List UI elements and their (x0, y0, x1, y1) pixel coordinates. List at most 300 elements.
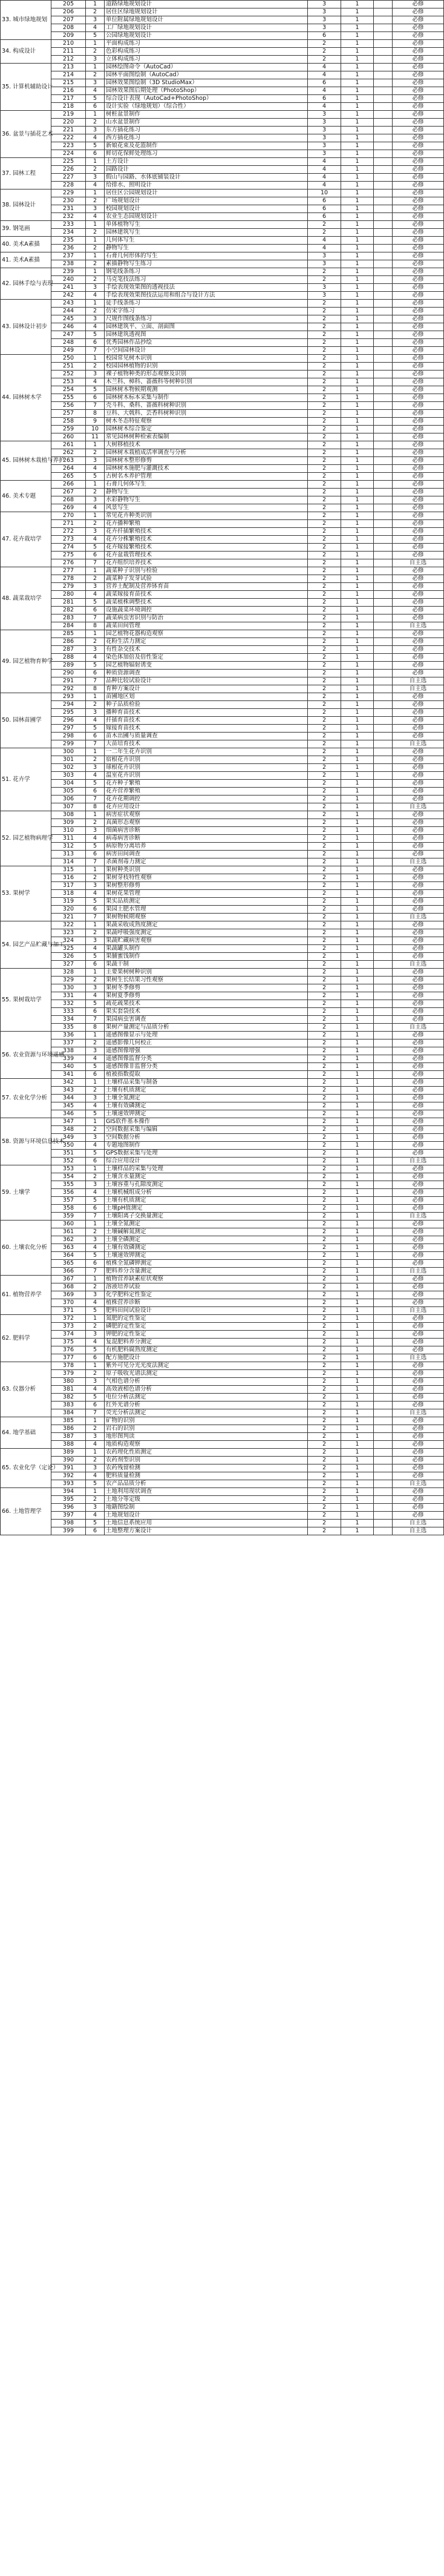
row-number-cell: 340 (51, 1063, 86, 1071)
hours-cell: 2 (308, 315, 341, 323)
group-size-cell: 1 (341, 1039, 374, 1047)
table-row (1, 1417, 444, 1425)
table-row (1, 95, 444, 103)
group-size-cell: 1 (341, 268, 374, 276)
project-name-cell: 园林平面图绘制（AutoCad） (105, 71, 308, 79)
row-number-cell: 244 (51, 308, 86, 315)
item-index-cell: 3 (86, 984, 105, 992)
group-size-cell: 1 (341, 182, 374, 189)
requirement-type-cell: 必修 (393, 1252, 444, 1260)
course-name-cell: 53. 果树学 (1, 866, 51, 921)
table-row (1, 1016, 444, 1024)
hours-cell: 4 (308, 237, 341, 245)
table-row (1, 1032, 444, 1039)
project-name-cell: 肥料田间试验设计 (105, 1307, 308, 1315)
requirement-type-cell: 必修 (393, 315, 444, 323)
blank-cell (374, 465, 393, 473)
requirement-type-cell: 必修 (393, 701, 444, 709)
table-row (1, 1339, 444, 1346)
hours-cell: 2 (308, 1520, 341, 1527)
table-row (1, 858, 444, 866)
group-size-cell: 1 (341, 890, 374, 898)
hours-cell: 2 (308, 929, 341, 937)
requirement-type-cell: 自主选 (393, 1354, 444, 1362)
course-name-cell: 56. 农业资源与环境遥感 (1, 1032, 51, 1079)
item-index-cell: 4 (86, 134, 105, 142)
table-row (1, 32, 444, 40)
project-name-cell: 广场规划设计 (105, 197, 308, 205)
item-index-cell: 9 (86, 418, 105, 426)
group-size-cell: 1 (341, 1472, 374, 1480)
item-index-cell: 1 (86, 1220, 105, 1228)
table-row (1, 740, 444, 748)
hours-cell: 3 (308, 142, 341, 150)
table-row (1, 528, 444, 536)
project-name-cell: 果树冬季修剪 (105, 984, 308, 992)
item-index-cell: 3 (86, 1464, 105, 1472)
requirement-type-cell: 必修 (393, 717, 444, 725)
project-name-cell: 病害田间调查 (105, 851, 308, 858)
requirement-type-cell: 必修 (393, 284, 444, 292)
requirement-type-cell: 必修 (393, 79, 444, 87)
group-size-cell: 1 (341, 150, 374, 158)
group-size-cell: 1 (341, 1386, 374, 1394)
hours-cell: 2 (308, 851, 341, 858)
requirement-type-cell: 必修 (393, 882, 444, 890)
course-name-cell: 65. 农业化学（定论） (1, 1449, 51, 1488)
hours-cell: 2 (308, 756, 341, 764)
blank-cell (374, 150, 393, 158)
hours-cell: 2 (308, 552, 341, 559)
item-index-cell: 2 (86, 638, 105, 646)
blank-cell (374, 64, 393, 71)
row-number-cell: 305 (51, 788, 86, 796)
blank-cell (374, 418, 393, 426)
requirement-type-cell: 必修 (393, 536, 444, 544)
item-index-cell: 5 (86, 1252, 105, 1260)
project-name-cell: 石膏几何体写生 (105, 481, 308, 489)
project-name-cell: 蔬菜植株调整技术 (105, 599, 308, 607)
item-index-cell: 7 (86, 1268, 105, 1276)
group-size-cell: 1 (341, 630, 374, 638)
blank-cell (374, 16, 393, 24)
item-index-cell: 2 (86, 1087, 105, 1095)
project-name-cell: 居住区绿地规划设计 (105, 8, 308, 16)
table-row (1, 1504, 444, 1512)
table-row (1, 1512, 444, 1520)
project-name-cell: 优秀园林作品抄绘 (105, 339, 308, 347)
row-number-cell: 310 (51, 827, 86, 835)
group-size-cell: 1 (341, 646, 374, 654)
hours-cell: 2 (308, 268, 341, 276)
group-size-cell: 1 (341, 418, 374, 426)
group-size-cell: 1 (341, 992, 374, 1000)
row-number-cell: 312 (51, 843, 86, 851)
project-name-cell: 工厂绿地规划设计 (105, 24, 308, 32)
item-index-cell: 3 (86, 284, 105, 292)
project-name-cell: 病原物分离培养 (105, 843, 308, 851)
requirement-type-cell: 必修 (393, 229, 444, 237)
blank-cell (374, 898, 393, 906)
blank-cell (374, 371, 393, 378)
blank-cell (374, 300, 393, 308)
group-size-cell: 1 (341, 1520, 374, 1527)
row-number-cell: 346 (51, 1110, 86, 1118)
requirement-type-cell: 必修 (393, 8, 444, 16)
item-index-cell: 2 (86, 48, 105, 56)
requirement-type-cell: 必修 (393, 890, 444, 898)
hours-cell: 2 (308, 614, 341, 622)
table-row (1, 937, 444, 945)
row-number-cell: 380 (51, 1378, 86, 1386)
item-index-cell: 5 (86, 898, 105, 906)
item-index-cell: 1 (86, 252, 105, 260)
project-name-cell: 土方设计 (105, 158, 308, 166)
row-number-cell: 362 (51, 1236, 86, 1244)
project-name-cell: 化学肥料定性鉴定 (105, 1291, 308, 1299)
row-number-cell: 332 (51, 1000, 86, 1008)
item-index-cell: 2 (86, 119, 105, 127)
item-index-cell: 2 (86, 1370, 105, 1378)
row-number-cell: 365 (51, 1260, 86, 1268)
project-name-cell: 种子品质检验 (105, 701, 308, 709)
row-number-cell: 333 (51, 1008, 86, 1016)
table-row (1, 1087, 444, 1095)
table-row (1, 1126, 444, 1134)
blank-cell (374, 701, 393, 709)
course-name-cell: 61. 植物营养学 (1, 1276, 51, 1315)
item-index-cell: 6 (86, 607, 105, 614)
hours-cell: 2 (308, 1118, 341, 1126)
project-name-cell: 矿物的识别 (105, 1417, 308, 1425)
hours-cell: 2 (308, 725, 341, 733)
hours-cell: 2 (308, 575, 341, 583)
hours-cell: 3 (308, 134, 341, 142)
item-index-cell: 1 (86, 866, 105, 874)
hours-cell: 2 (308, 347, 341, 355)
item-index-cell: 6 (86, 150, 105, 158)
group-size-cell: 1 (341, 1165, 374, 1173)
hours-cell: 2 (308, 796, 341, 803)
hours-cell: 2 (308, 1039, 341, 1047)
blank-cell (374, 1283, 393, 1291)
blank-cell (374, 449, 393, 457)
requirement-type-cell: 必修 (393, 276, 444, 284)
row-number-cell: 280 (51, 591, 86, 599)
hours-cell: 4 (308, 174, 341, 182)
group-size-cell: 1 (341, 237, 374, 245)
blank-cell (374, 504, 393, 512)
group-size-cell: 1 (341, 32, 374, 40)
item-index-cell: 3 (86, 79, 105, 87)
blank-cell (374, 685, 393, 693)
requirement-type-cell: 必修 (393, 237, 444, 245)
group-size-cell: 1 (341, 1244, 374, 1252)
requirement-type-cell: 必修 (393, 1457, 444, 1464)
hours-cell: 2 (308, 866, 341, 874)
row-number-cell: 366 (51, 1268, 86, 1276)
project-name-cell: 细菌病害诊断 (105, 827, 308, 835)
hours-cell: 2 (308, 1181, 341, 1189)
item-index-cell: 1 (86, 441, 105, 449)
row-number-cell: 322 (51, 921, 86, 929)
group-size-cell: 1 (341, 363, 374, 371)
row-number-cell: 304 (51, 780, 86, 788)
hours-cell: 2 (308, 1150, 341, 1158)
row-number-cell: 317 (51, 882, 86, 890)
group-size-cell: 1 (341, 1126, 374, 1134)
blank-cell (374, 1370, 393, 1378)
hours-cell: 2 (308, 914, 341, 921)
hours-cell: 2 (308, 1032, 341, 1039)
requirement-type-cell: 必修 (393, 127, 444, 134)
requirement-type-cell: 必修 (393, 426, 444, 433)
group-size-cell: 1 (341, 788, 374, 796)
table-row (1, 969, 444, 977)
row-number-cell: 360 (51, 1220, 86, 1228)
table-row (1, 811, 444, 819)
group-size-cell: 1 (341, 1213, 374, 1220)
hours-cell: 2 (308, 709, 341, 717)
table-row (1, 1409, 444, 1417)
blank-cell (374, 1197, 393, 1205)
project-name-cell: 遥感图像非监督分类 (105, 1063, 308, 1071)
requirement-type-cell: 自主选 (393, 677, 444, 685)
table-row (1, 1370, 444, 1378)
requirement-type-cell: 必修 (393, 1441, 444, 1449)
item-index-cell: 3 (86, 937, 105, 945)
requirement-type-cell: 必修 (393, 386, 444, 394)
table-row (1, 504, 444, 512)
blank-cell (374, 811, 393, 819)
course-name-cell: 58. 资源与环境信息技术 (1, 1118, 51, 1165)
blank-cell (374, 1504, 393, 1512)
project-name-cell: 徒手线条练习 (105, 300, 308, 308)
row-number-cell: 382 (51, 1394, 86, 1402)
requirement-type-cell: 必修 (393, 1464, 444, 1472)
blank-cell (374, 1496, 393, 1504)
blank-cell (374, 315, 393, 323)
row-number-cell: 324 (51, 937, 86, 945)
row-number-cell: 237 (51, 252, 86, 260)
table-row (1, 1047, 444, 1055)
table-row (1, 701, 444, 709)
hours-cell: 3 (308, 292, 341, 300)
blank-cell (374, 71, 393, 79)
group-size-cell: 1 (341, 1016, 374, 1024)
row-number-cell: 350 (51, 1142, 86, 1150)
hours-cell: 2 (308, 402, 341, 410)
blank-cell (374, 1102, 393, 1110)
requirement-type-cell: 自主选 (393, 914, 444, 921)
blank-cell (374, 756, 393, 764)
item-index-cell: 1 (86, 512, 105, 520)
item-index-cell: 3 (86, 315, 105, 323)
table-row (1, 103, 444, 111)
project-name-cell: 果树夏季修剪 (105, 992, 308, 1000)
requirement-type-cell: 必修 (393, 929, 444, 937)
requirement-type-cell: 必修 (393, 953, 444, 961)
group-size-cell: 1 (341, 1331, 374, 1339)
group-size-cell: 1 (341, 252, 374, 260)
table-row (1, 473, 444, 481)
requirement-type-cell: 必修 (393, 323, 444, 331)
item-index-cell: 4 (86, 182, 105, 189)
row-number-cell: 269 (51, 504, 86, 512)
item-index-cell: 4 (86, 654, 105, 662)
requirement-type-cell: 必修 (393, 977, 444, 984)
row-number-cell: 207 (51, 16, 86, 24)
table-row (1, 1071, 444, 1079)
group-size-cell: 1 (341, 591, 374, 599)
hours-cell: 2 (308, 481, 341, 489)
group-size-cell: 1 (341, 1457, 374, 1464)
row-number-cell: 211 (51, 48, 86, 56)
group-size-cell: 1 (341, 1504, 374, 1512)
hours-cell: 2 (308, 1102, 341, 1110)
row-number-cell: 265 (51, 473, 86, 481)
project-name-cell: 山水盆景制作 (105, 119, 308, 127)
requirement-type-cell: 必修 (393, 1032, 444, 1039)
hours-cell: 2 (308, 331, 341, 339)
hours-cell: 2 (308, 276, 341, 284)
hours-cell: 2 (308, 1024, 341, 1032)
table-row (1, 1102, 444, 1110)
item-index-cell: 3 (86, 1504, 105, 1512)
hours-cell: 2 (308, 489, 341, 496)
item-index-cell: 5 (86, 142, 105, 150)
blank-cell (374, 638, 393, 646)
item-index-cell: 1 (86, 1032, 105, 1039)
requirement-type-cell: 必修 (393, 614, 444, 622)
project-name-cell: 木兰科、樟科、蔷薇科等树种识别 (105, 378, 308, 386)
project-name-cell: 手绘表现效果图技法运用和组合与设计方法 (105, 292, 308, 300)
group-size-cell: 1 (341, 347, 374, 355)
requirement-type-cell: 必修 (393, 1181, 444, 1189)
blank-cell (374, 764, 393, 772)
item-index-cell: 7 (86, 559, 105, 567)
row-number-cell: 292 (51, 685, 86, 693)
hours-cell: 6 (308, 32, 341, 40)
item-index-cell: 4 (86, 1386, 105, 1394)
blank-cell (374, 717, 393, 725)
project-name-cell: 园林树木物候期观测 (105, 386, 308, 394)
blank-cell (374, 441, 393, 449)
item-index-cell: 1 (86, 189, 105, 197)
hours-cell: 2 (308, 1323, 341, 1331)
hours-cell: 3 (308, 24, 341, 32)
project-name-cell: 几何体写生 (105, 237, 308, 245)
hours-cell: 2 (308, 394, 341, 402)
item-index-cell: 6 (86, 1008, 105, 1016)
blank-cell (374, 583, 393, 591)
item-index-cell: 1 (86, 158, 105, 166)
blank-cell (374, 1402, 393, 1409)
row-number-cell: 258 (51, 418, 86, 426)
item-index-cell: 4 (86, 1244, 105, 1252)
item-index-cell: 8 (86, 1024, 105, 1032)
project-name-cell: 色彩构成练习 (105, 48, 308, 56)
hours-cell: 2 (308, 371, 341, 378)
hours-cell: 2 (308, 898, 341, 906)
row-number-cell: 273 (51, 536, 86, 544)
item-index-cell: 2 (86, 874, 105, 882)
group-size-cell: 1 (341, 111, 374, 119)
table-row (1, 79, 444, 87)
requirement-type-cell: 必修 (393, 48, 444, 56)
row-number-cell: 313 (51, 851, 86, 858)
item-index-cell: 4 (86, 1055, 105, 1063)
blank-cell (374, 1425, 393, 1433)
row-number-cell: 224 (51, 150, 86, 158)
requirement-type-cell: 必修 (393, 764, 444, 772)
project-name-cell: 果园病虫害调查 (105, 1016, 308, 1024)
hours-cell: 3 (308, 150, 341, 158)
hours-cell: 2 (308, 1449, 341, 1457)
item-index-cell: 1 (86, 1362, 105, 1370)
blank-cell (374, 473, 393, 481)
requirement-type-cell: 必修 (393, 693, 444, 701)
blank-cell (374, 1055, 393, 1063)
blank-cell (374, 654, 393, 662)
project-name-cell: 土壤碱解氮测定 (105, 1228, 308, 1236)
requirement-type-cell: 必修 (393, 103, 444, 111)
group-size-cell: 1 (341, 134, 374, 142)
project-name-cell: 主要果树树种识别 (105, 969, 308, 977)
hours-cell: 2 (308, 1512, 341, 1520)
requirement-type-cell: 必修 (393, 945, 444, 953)
course-name-cell: 60. 土壤农化分析 (1, 1220, 51, 1276)
item-index-cell: 2 (86, 819, 105, 827)
group-size-cell: 1 (341, 496, 374, 504)
group-size-cell: 1 (341, 1260, 374, 1268)
group-size-cell: 1 (341, 489, 374, 496)
table-row (1, 71, 444, 79)
row-number-cell: 271 (51, 520, 86, 528)
table-row (1, 1394, 444, 1402)
hours-cell: 2 (308, 748, 341, 756)
group-size-cell: 1 (341, 40, 374, 48)
blank-cell (374, 1520, 393, 1527)
course-name-cell: 34. 构成设计 (1, 40, 51, 64)
item-index-cell: 6 (86, 961, 105, 969)
requirement-type-cell: 必修 (393, 1346, 444, 1354)
project-name-cell: 荧光分析法测定 (105, 1409, 308, 1417)
item-index-cell: 5 (86, 1480, 105, 1488)
group-size-cell: 1 (341, 394, 374, 402)
item-index-cell: 1 (86, 1079, 105, 1087)
group-size-cell: 1 (341, 803, 374, 811)
hours-cell: 2 (308, 1126, 341, 1134)
requirement-type-cell: 必修 (393, 1394, 444, 1402)
blank-cell (374, 134, 393, 142)
row-number-cell: 387 (51, 1433, 86, 1441)
item-index-cell: 4 (86, 1102, 105, 1110)
group-size-cell: 1 (341, 827, 374, 835)
blank-cell (374, 552, 393, 559)
course-name-cell: 33. 城市绿地规划 (1, 1, 51, 40)
item-index-cell: 3 (86, 528, 105, 536)
project-name-cell: 平面构成练习 (105, 40, 308, 48)
row-number-cell: 328 (51, 969, 86, 977)
row-number-cell: 209 (51, 32, 86, 40)
table-row (1, 599, 444, 607)
requirement-type-cell: 必修 (393, 1197, 444, 1205)
blank-cell (374, 1252, 393, 1260)
hours-cell: 2 (308, 1071, 341, 1079)
requirement-type-cell: 必修 (393, 1071, 444, 1079)
table-row (1, 1008, 444, 1016)
